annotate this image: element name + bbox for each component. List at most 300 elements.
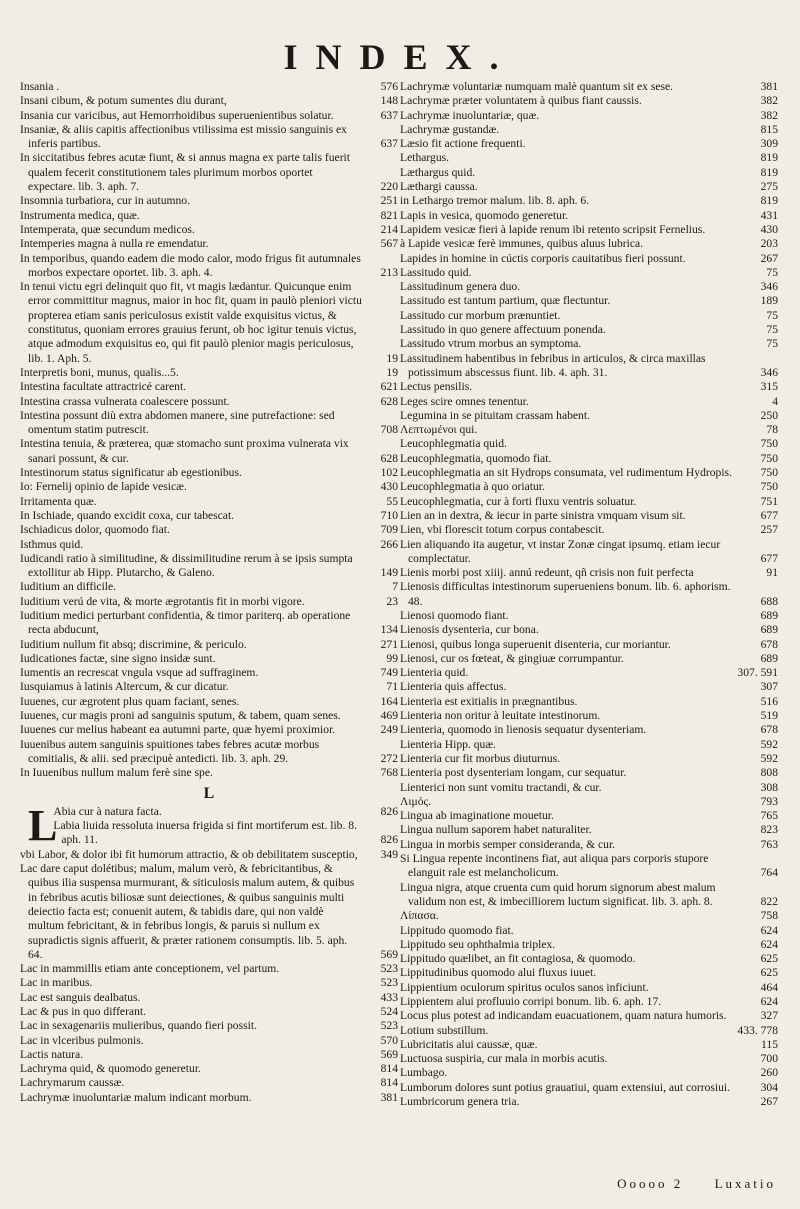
index-entry [400, 1038, 778, 1052]
entry-page-number: 750 [760, 437, 778, 451]
entry-page-number: 689 [760, 608, 778, 622]
entry-text: Lippientem alui profluuio corripi bonum. lib. 6. aph. 17. [400, 995, 662, 1008]
entry-text: In siccitatibus febres acutæ fiunt, & si annus magna ex parte talis fuerit qualem fecerit constitutionem tales plurimum morbos oportet expectare. lib. 3. aph. 7. [20, 151, 351, 194]
index-entry [400, 423, 778, 437]
entry-page-number: 327 [760, 1009, 778, 1023]
entry-page-number: 431 [760, 208, 778, 222]
entry-text: Intestina tenuia, & præterea, quæ stomacho sunt proxima vulnerata vix sanari possunt, & cur. [20, 437, 349, 465]
entry-text: Λεπτωμένοι qui. [400, 423, 478, 437]
index-entry [400, 194, 778, 208]
entry-text: Lassitudo cur morbum prænuntiet. [400, 308, 561, 322]
entry-text: Lac in sexagenariis mulieribus, quando fieri possit. [20, 1019, 257, 1033]
index-entry [400, 909, 778, 923]
index-entry [20, 395, 398, 409]
index-entry [400, 1081, 778, 1095]
entry-page-number: 592 [760, 751, 778, 765]
entry-text: Intemperies magna à nulla re emendatur. [20, 237, 209, 251]
entry-text: Lassitudo quid. [400, 265, 472, 279]
page-footer [617, 1176, 776, 1192]
entry-page-number: 249 [380, 723, 398, 737]
entry-text: Iuuenes cur melius habeant ea autumni parte, quæ hyemi proximior. [20, 723, 336, 737]
index-entry [400, 109, 778, 123]
right-column [400, 80, 778, 1109]
entry-page-number: 826 [380, 804, 398, 818]
entry-page-number: 19 [386, 351, 398, 365]
entry-text: Lienosi quomodo fiant. [400, 608, 509, 622]
index-entry [400, 395, 778, 409]
entry-text: Lumbricorum genera tria. [400, 1095, 520, 1109]
entry-page-number: 75 [766, 265, 778, 279]
entry-page-number: 275 [760, 180, 778, 194]
entry-text: Lienteria cur fit morbus diuturnus. [400, 751, 561, 765]
index-entry [400, 237, 778, 251]
entry-page-number: 250 [760, 408, 778, 422]
entry-page-number: 266 [380, 537, 398, 551]
entry-page-number: 819 [760, 151, 778, 165]
entry-text: in Lethargo tremor malum. lib. 8. aph. 6. [400, 194, 590, 208]
entry-text: Lienosis dysenteria, cur bona. [400, 623, 539, 637]
index-entry [400, 294, 778, 308]
index-entry [400, 1024, 778, 1038]
entry-page-number: 750 [760, 466, 778, 480]
entry-page-number: 75 [766, 308, 778, 322]
index-entry [400, 838, 778, 852]
index-entry [20, 523, 398, 537]
entry-page-number: 822 [760, 894, 778, 908]
index-entry [400, 495, 778, 509]
entry-page-number: 808 [760, 766, 778, 780]
entry-page-number: 750 [760, 480, 778, 494]
entry-text: Lienis morbi post xiiij. annú redeunt, qñ crisis non fuit perfecta [400, 566, 694, 580]
index-entry [400, 352, 778, 381]
index-entry [400, 223, 778, 237]
entry-page-number: 433 [380, 990, 398, 1004]
entry-text: Iudicandi ratio à similitudine, & dissimilitudine rerum à se ipsis sumpta extollitur ab Hipp. Plutarcho, & Galeno. [20, 551, 353, 580]
index-entry [20, 709, 398, 723]
index-entry [400, 609, 778, 623]
index-entry [400, 752, 778, 766]
entry-page-number: 523 [380, 1019, 398, 1033]
entry-page-number: 819 [760, 194, 778, 208]
index-entry [400, 809, 778, 823]
entry-text: Læthargus quid. [400, 165, 476, 179]
entry-page-number: 625 [760, 966, 778, 980]
index-entry [400, 252, 778, 266]
index-entry [400, 94, 778, 108]
entry-page-number: 307 [760, 680, 778, 694]
page-title: INDEX. [283, 37, 517, 77]
entry-page-number: 7 [392, 580, 398, 594]
index-entry [400, 323, 778, 337]
entry-text: Lienteria Hipp. quæ. [400, 737, 496, 751]
entry-page-number: 710 [380, 508, 398, 522]
entry-page-number: 213 [380, 265, 398, 279]
entry-text: Lienterici non sunt vomitu tractandi, & cur. [400, 780, 602, 794]
entry-page-number: 349 [380, 847, 398, 861]
index-entry [20, 595, 398, 609]
entry-page-number: 592 [760, 737, 778, 751]
index-entry [20, 538, 398, 552]
index-entry [20, 1019, 398, 1033]
entry-page-number: 750 [760, 451, 778, 465]
entry-text: Iuditium verú de vita, & morte ægrotantis fit in morbi vigore. [20, 594, 305, 608]
entry-page-number: 75 [766, 323, 778, 337]
index-entry [20, 1076, 398, 1090]
index-entry [20, 680, 398, 694]
entry-page-number: 569 [380, 1047, 398, 1061]
entry-text: Lippitudinibus quomodo alui fluxus iuuet. [400, 966, 597, 980]
entry-page-number: 214 [380, 222, 398, 236]
entry-text: Isthmus quid. [20, 537, 84, 551]
entry-page-number: 763 [760, 837, 778, 851]
entry-page-number: 678 [760, 723, 778, 737]
index-entry [20, 695, 398, 709]
left-column [20, 80, 398, 1105]
index-entry [20, 552, 398, 581]
entry-text: Lapides in homine in cúctis corporis cauitatibus fieri possunt. [400, 251, 686, 265]
index-entry [20, 862, 398, 962]
entry-text: Leucophlegmatia, cur à forti fluxu ventris soluatur. [400, 494, 637, 508]
entry-page-number: 768 [380, 766, 398, 780]
entry-page-number: 793 [760, 794, 778, 808]
entry-page-number: 621 [380, 380, 398, 394]
index-entry [20, 480, 398, 494]
entry-text: Lac dare caput dolétibus; malum, malum verò, & febricitantibus, & quibus ilia suspensa murmurant, & siticulosis malum autem, & quibus in febribus acutis biliosæ sunt deiectiones, & quibus sanguinis multi deiectio facta est; conuenit autem, & tabidis dare, qui non valdè multum febricitant, & in febribus longis, & paruis si nullum ex supradictis signis affuerit, & præter rationem consumptis. lib. 5. aph. 64. [20, 862, 355, 961]
index-entry [400, 981, 778, 995]
entry-text: Io: Fernelij opinio de lapide vesicæ. [20, 480, 187, 494]
index-entry [400, 623, 778, 637]
entry-page-number: 382 [760, 108, 778, 122]
entry-text: Lactis natura. [20, 1047, 84, 1061]
entry-page-number: 189 [760, 294, 778, 308]
entry-page-number: 628 [380, 451, 398, 465]
entry-page-number: 751 [760, 494, 778, 508]
entry-text: Intestina facultate attractricé carent. [20, 380, 187, 394]
index-entry [400, 924, 778, 938]
entry-page-number: 430 [380, 480, 398, 494]
index-entry [20, 223, 398, 237]
entry-text: Leucophlegmatia an sit Hydrops consumata, vel rudimentum Hydropis. [400, 466, 732, 480]
entry-page-number: 464 [760, 980, 778, 994]
entry-page-number: 267 [760, 251, 778, 265]
entry-text: Lippitudo quælibet, an fit contagiosa, & quomodo. [400, 952, 636, 966]
entry-page-number: 624 [760, 923, 778, 937]
index-entry [400, 795, 778, 809]
entry-text: Lachrymæ gustandæ. [400, 122, 500, 136]
entry-page-number: 567 [380, 237, 398, 251]
entry-text: Lachrymæ inuoluntariæ malum indicant morbum. [20, 1090, 252, 1104]
entry-page-number: 637 [380, 137, 398, 151]
entry-text: Lingua nullum saporem habet naturaliter. [400, 823, 592, 837]
entry-page-number: 309 [760, 137, 778, 151]
entry-page-number: 382 [760, 94, 778, 108]
entry-text: Instrumenta medica, quæ. [20, 208, 140, 222]
entry-text: Legumina in se pituitam crassam habent. [400, 408, 590, 422]
index-entry [20, 962, 398, 976]
entry-page-number: 765 [760, 809, 778, 823]
entry-page-number: 307. 591 [737, 666, 778, 680]
entry-page-number: 519 [760, 709, 778, 723]
index-entry [400, 709, 778, 723]
entry-page-number: 99 [386, 651, 398, 665]
entry-page-number: 576 [380, 80, 398, 93]
entry-page-number: 624 [760, 937, 778, 951]
entry-text: Leucophlegmatia à quo oriatur. [400, 480, 545, 494]
entry-page-number: 749 [380, 666, 398, 680]
entry-page-number: 708 [380, 423, 398, 437]
entry-text: Insomnia turbatiora, cur in autumno. [20, 194, 191, 208]
index-entry [400, 566, 778, 580]
entry-text: Lien, vbi florescit totum corpus contabescit. [400, 523, 605, 537]
entry-page-number: 346 [760, 280, 778, 294]
entry-text: Læthargi caussa. [400, 180, 478, 194]
entry-text: In temporibus, quando eadem die modo calor, modo frigus fit autumnales morbos expectare oportet. lib. 3. aph. 4. [20, 251, 361, 279]
entry-text: Lienteria quid. [400, 666, 469, 680]
entry-text: Ischiadicus dolor, quomodo fiat. [20, 523, 170, 537]
entry-text: Lienteria non oritur à leuitate intestinorum. [400, 709, 601, 723]
entry-text: Iumentis an recrescat vngula vsque ad suffraginem. [20, 666, 259, 680]
entry-page-number: 516 [760, 694, 778, 708]
index-entry [400, 523, 778, 537]
index-entry [20, 991, 398, 1005]
entry-text: In Iuuenibus nullum malum ferè sine spe. [20, 766, 213, 780]
index-entry [400, 538, 778, 567]
entry-page-number: 624 [760, 995, 778, 1008]
entry-page-number: 814 [380, 1076, 398, 1090]
index-entry [20, 509, 398, 523]
index-entry [400, 80, 778, 94]
entry-text: Insania . [20, 80, 60, 93]
entry-text: Lassitudinum genera duo. [400, 280, 521, 294]
entry-page-number: 19 [386, 365, 398, 379]
entry-text: Lassitudo est tantum partium, quæ flectuntur. [400, 294, 611, 308]
entry-page-number: 689 [760, 651, 778, 665]
index-entry [20, 848, 398, 862]
entry-text: Lippientium oculorum spiritus oculos sanos inficiunt. [400, 980, 649, 994]
entry-page-number: 523 [380, 962, 398, 976]
index-entry [20, 976, 398, 990]
entry-text: Lienteria, quomodo in lienosis sequatur dysenteriam. [400, 723, 647, 737]
entry-page-number: 700 [760, 1052, 778, 1066]
index-entry [20, 109, 398, 123]
signature-mark: Ooooo 2 [617, 1176, 684, 1191]
entry-text: Lachryma quid, & quomodo generetur. [20, 1062, 201, 1076]
index-entry [20, 380, 398, 394]
index-entry [400, 337, 778, 351]
entry-page-number: 78 [766, 423, 778, 437]
entry-text: Λίπασα. [400, 909, 439, 923]
entry-page-number: 260 [760, 1066, 778, 1080]
entry-text: Lippitudo seu ophthalmia triplex. [400, 937, 556, 951]
index-entry [400, 266, 778, 280]
entry-text: Lachrymæ inuoluntariæ, quæ. [400, 108, 540, 122]
entry-text: Lapis in vesica, quomodo generetur. [400, 208, 569, 222]
index-entry [400, 695, 778, 709]
entry-page-number: 814 [380, 1062, 398, 1076]
entry-page-number: 628 [380, 394, 398, 408]
entry-page-number: 524 [380, 1005, 398, 1018]
entry-page-number: 164 [380, 694, 398, 708]
index-entry [20, 1048, 398, 1062]
index-entry [400, 437, 778, 451]
entry-page-number: 469 [380, 709, 398, 723]
index-entry [400, 452, 778, 466]
entry-text: Iusquiamus à latinis Altercum, & cur dicatur. [20, 680, 229, 694]
index-entry [400, 309, 778, 323]
index-entry [400, 652, 778, 666]
index-entry [400, 137, 778, 151]
entry-text: Lippitudo quomodo fiat. [400, 923, 514, 937]
index-entry [400, 1095, 778, 1109]
entry-page-number: 815 [760, 122, 778, 136]
index-entry [20, 638, 398, 652]
index-entry [20, 1034, 398, 1048]
entry-text: Lassitudinem habentibus in febribus in articulos, & circa maxillas potissimum abscessus fiunt. lib. 4. aph. 31. [400, 351, 706, 379]
index-entry [20, 495, 398, 509]
entry-page-number: 71 [386, 680, 398, 694]
index-entry [400, 480, 778, 494]
entry-text: Iuuenes, cur magis proni ad sanguinis sputum, & tabem, quam senes. [20, 709, 341, 723]
index-entry [20, 123, 398, 152]
entry-text: Si Lingua repente incontinens fiat, aut aliqua pars corporis stupore elanguit rale est melancholicum. [400, 852, 709, 880]
index-entry [400, 666, 778, 680]
entry-text: Locus plus potest ad indicandam euacuationem, quam natura humoris. [400, 1009, 727, 1023]
index-entry [20, 366, 398, 380]
entry-page-number: 569 [380, 947, 398, 961]
index-entry [400, 723, 778, 737]
entry-text: Leges scire omnes tenentur. [400, 394, 529, 408]
entry-page-number: 115 [761, 1037, 778, 1051]
index-entry [400, 509, 778, 523]
entry-page-number: 570 [380, 1033, 398, 1047]
index-entry [20, 1091, 398, 1105]
index-entry [400, 938, 778, 952]
entry-text: Lac & pus in quo differant. [20, 1005, 146, 1018]
entry-text: Lien aliquando ita augetur, vt instar Zonæ cingat ipsumq. etiam iecur complectatur. [400, 537, 721, 565]
index-entry [20, 766, 398, 780]
index-entry [400, 151, 778, 165]
entry-page-number: 758 [760, 909, 778, 923]
entry-page-number: 819 [760, 165, 778, 179]
entry-text: Lingua in morbis semper consideranda, & cur. [400, 837, 616, 851]
index-entry [400, 766, 778, 780]
entry-page-number: 381 [380, 1090, 398, 1104]
catchword: Luxatio [714, 1176, 776, 1191]
entry-page-number: 433. 778 [737, 1023, 778, 1037]
index-entry [400, 1052, 778, 1066]
entry-text: Intestina possunt diù extra abdomen manere, sine putrefactione: sed omentum statim putrescit. [20, 408, 335, 437]
index-entry [400, 1009, 778, 1023]
entry-text: Leucophlegmatia quid. [400, 437, 507, 451]
entry-page-number: 764 [760, 866, 778, 880]
entry-text: Lienosi, quibus longa superuenit disenteria, cur moriantur. [400, 637, 671, 651]
entry-text: Iuditium an difficile. [20, 580, 117, 594]
index-entry [400, 280, 778, 294]
entry-text: Insaniæ, & aliis capitis affectionibus vtilissima est missio sanguinis ex inferis partibus. [20, 122, 347, 151]
index-entry [400, 1066, 778, 1080]
entry-text: Intestina crassa vulnerata coalescere possunt. [20, 394, 230, 408]
index-entry [400, 466, 778, 480]
index-entry [20, 666, 398, 680]
entry-page-number: 55 [386, 494, 398, 508]
entry-text: Labia liuida ressoluta inuersa frigida si fint mortiferum est. lib. 8. aph. 11. [53, 819, 357, 847]
entry-text: Lassitudo in quo genere affectuum ponenda. [400, 323, 606, 337]
index-entry [20, 466, 398, 480]
entry-text: Lachrymæ præter voluntatem à quibus fiant caussis. [400, 94, 642, 108]
entry-text: Leucophlegmatia, quomodo fiat. [400, 451, 552, 465]
index-entry [20, 580, 398, 594]
index-list-i [20, 80, 398, 781]
index-entry [400, 580, 778, 609]
index-entry [400, 166, 778, 180]
entry-text: Iuuenes, cur ægrotent plus quam faciant, senes. [20, 694, 240, 708]
index-entry [400, 380, 778, 394]
entry-text: Lac in vlceribus pulmonis. [20, 1033, 144, 1047]
entry-text: Lienteria est exitialis in prægnantibus. [400, 694, 578, 708]
index-entry [400, 409, 778, 423]
entry-text: Lachrymæ voluntariæ numquam malè quantum sit ex sese. [400, 80, 674, 93]
entry-page-number: 134 [380, 623, 398, 637]
index-entry [400, 952, 778, 966]
entry-text: Λιμός. [400, 794, 432, 808]
entry-page-number: 346 [760, 365, 778, 379]
entry-text: Lectus pensilis. [400, 380, 473, 394]
entry-text: vbi Labor, & dolor ibi fit humorum attractio, & ob debilitatem susceptio, [20, 847, 358, 861]
entry-text: à Lapide vesicæ ferè immunes, quibus aluus lubrica. [400, 237, 644, 251]
index-entry [20, 252, 398, 281]
entry-text: Luctuosa suspiria, cur mala in morbis acutis. [400, 1052, 608, 1066]
entry-text: Insani cibum, & potum sumentes diu durant, [20, 94, 227, 108]
index-entry [400, 738, 778, 752]
index-entry [400, 638, 778, 652]
section-letter: L [203, 784, 215, 802]
entry-page-number: 688 [760, 594, 778, 608]
entry-text: Iuditium nullum fit absq; discrimine, & periculo. [20, 637, 247, 651]
entry-page-number: 271 [380, 637, 398, 651]
entry-page-number: 91 [766, 566, 778, 580]
entry-text: Interpretis boni, munus, qualis...5. [20, 365, 179, 379]
entry-page-number: 430 [760, 222, 778, 236]
index-entry [20, 652, 398, 666]
entry-page-number: 678 [760, 637, 778, 651]
entry-page-number: 220 [380, 180, 398, 194]
index-entry [400, 852, 778, 881]
entry-text: In Ischiade, quando excidit coxa, cur tabescat. [20, 508, 235, 522]
entry-page-number: 823 [760, 823, 778, 837]
entry-page-number: 821 [380, 208, 398, 222]
entry-text: Lachrymarum caussæ. [20, 1076, 125, 1090]
index-list-l [20, 800, 398, 1105]
index-entry [20, 94, 398, 108]
entry-text: Lassitudo vtrum morbus an symptoma. [400, 337, 582, 351]
entry-text: Lumborum dolores sunt potius grauatiui, quam extensiui, aut corrosiui. [400, 1080, 731, 1094]
index-entry [20, 237, 398, 251]
entry-text: Iudicationes factæ, sine signo insidæ sunt. [20, 651, 216, 665]
entry-text: Iuditium medici perturbant confidentia, & timor pariterq. ab operatione recta abducunt, [20, 608, 351, 637]
entry-text: Lubricitatis alui caussæ, quæ. [400, 1037, 538, 1051]
entry-text: Irritamenta quæ. [20, 494, 97, 508]
entry-page-number: 677 [760, 508, 778, 522]
index-entry [20, 437, 398, 466]
index-entry [20, 194, 398, 208]
entry-page-number: 257 [760, 523, 778, 537]
entry-text: Læsio fit actione frequenti. [400, 137, 526, 151]
entry-page-number: 272 [380, 751, 398, 765]
entry-page-number: 203 [760, 237, 778, 251]
entry-page-number: 315 [760, 380, 778, 394]
index-entry [400, 781, 778, 795]
entry-page-number: 523 [380, 976, 398, 990]
